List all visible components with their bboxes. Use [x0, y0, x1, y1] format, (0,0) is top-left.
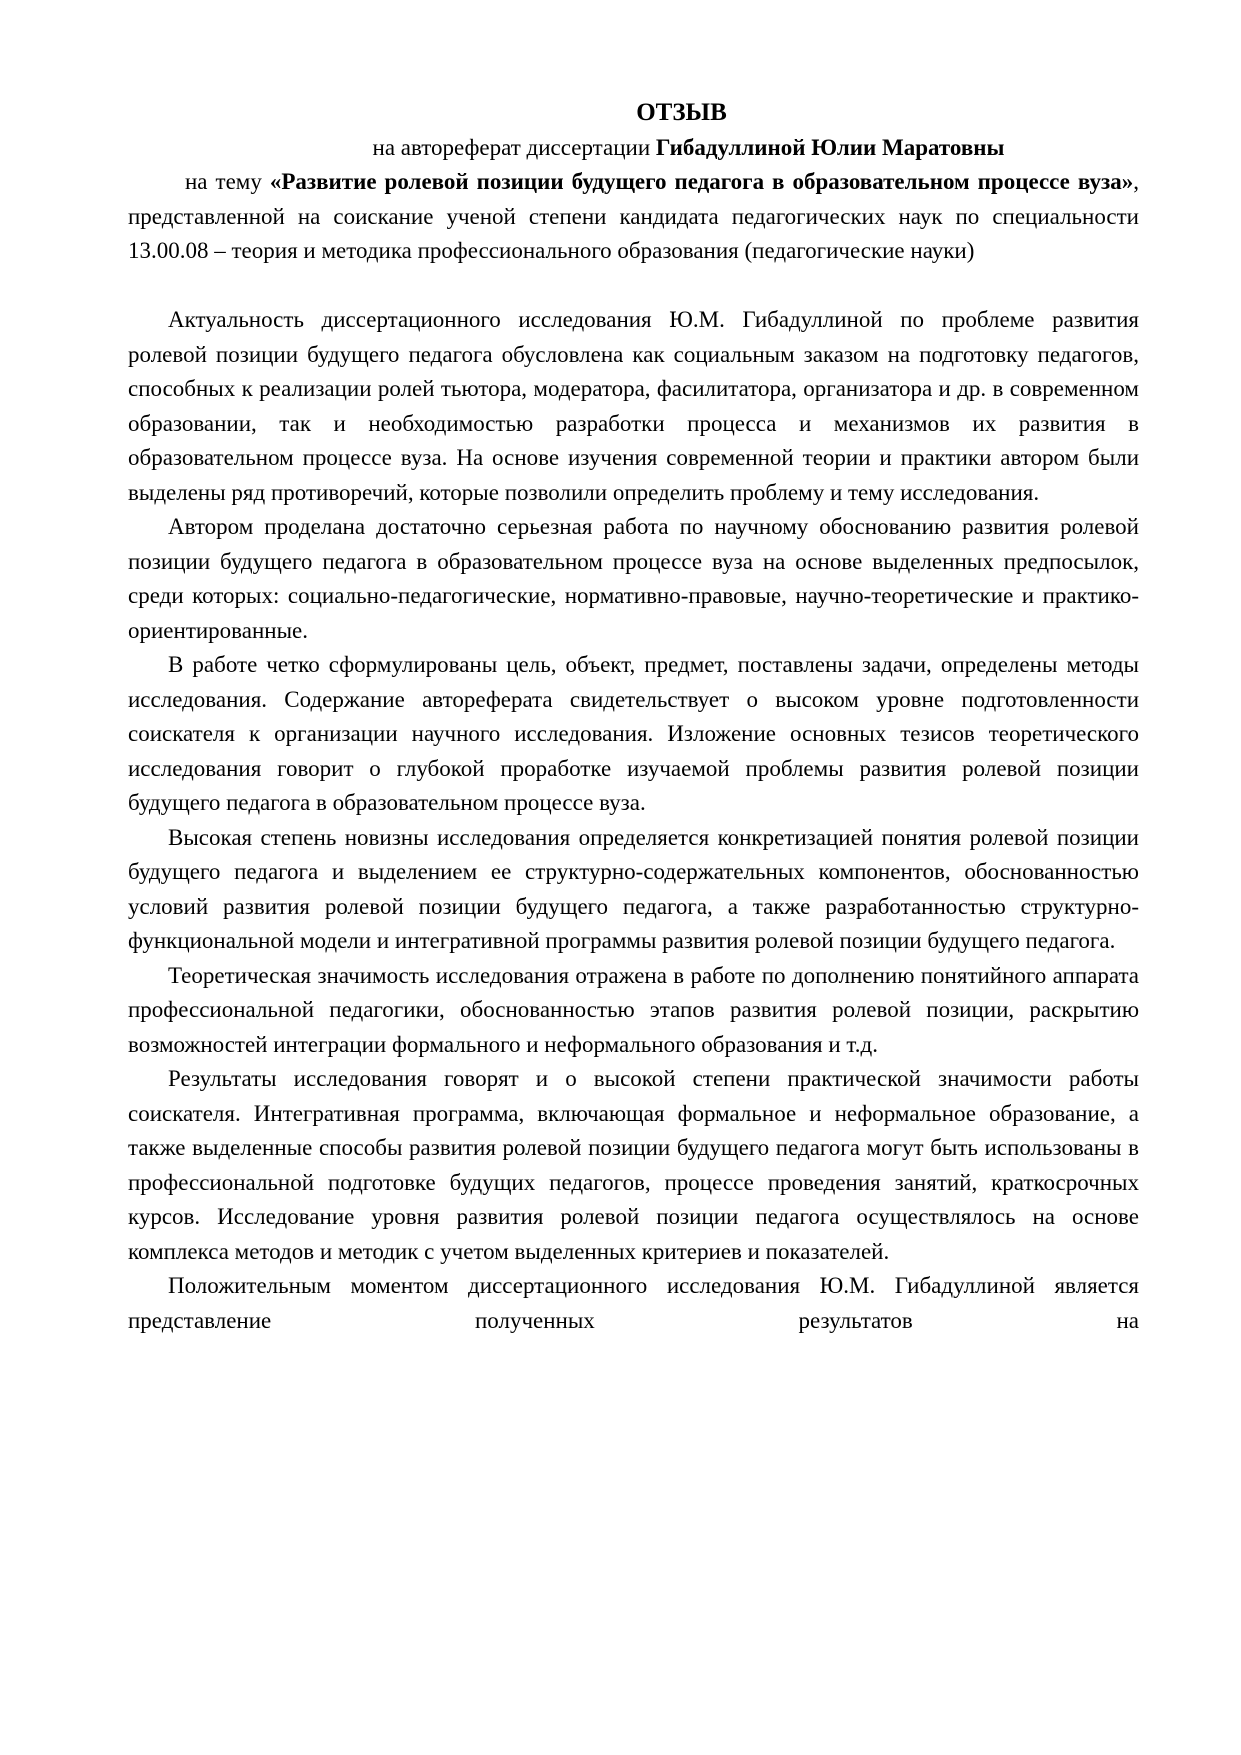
paragraph-practical-significance: Результаты исследования говорят и о высокой степени практической значимости работы соискателя. Интегративная программа, включающая формальное и неформальное образование, а также выделенные способы развития ролевой позиции будущего педагога могут быть использованы в профессиональной подготовке будущих педагогов, процессе проведения занятий, краткосрочных курсов. Исследование уровня развития ролевой позиции педагога осуществлялось на основе комплекса методов и методик с учетом выделенных критериев и показателей.	[128, 1066, 1139, 1264]
dissertation-topic-paragraph	[128, 165, 1139, 269]
paragraph-theoretical-significance: Теоретическая значимость исследования отражена в работе по дополнению понятийного аппарата профессиональной педагогики, обоснованностью этапов развития ролевой позиции, раскрытию возможностей интеграции формального и неформального образования и т.д.	[128, 962, 1139, 1057]
document-subtitle	[128, 131, 1139, 166]
subtitle-author-name: Гибадуллиной Юлии Маратовны	[655, 134, 1005, 160]
blank-line-spacer	[128, 269, 1139, 304]
subtitle-lead-text: на автореферат диссертации	[372, 134, 656, 160]
paragraph-positive-aspect: Положительным моментом диссертационного исследования Ю.М. Гибадуллиной является представление полученных результатов на	[128, 1273, 1139, 1333]
paragraph-author-work: Автором проделана достаточно серьезная работа по научному обоснованию развития ролевой позиции будущего педагога в образовательном процессе вуза на основе выделенных предпосылок, среди которых: социально-педагогические, нормативно-правовые, научно-теоретические и практико-ориентированные.	[128, 514, 1139, 643]
paragraph-goals-and-methods: В работе четко сформулированы цель, объект, предмет, поставлены задачи, определены методы исследования. Содержание автореферата свидетельствует о высоком уровне подготовленности соискателя к организации научного исследования. Изложение основных тезисов теоретического исследования говорит о глубокой проработке изучаемой проблемы развития ролевой позиции будущего педагога в образовательном процессе вуза.	[128, 652, 1139, 815]
document-title: ОТЗЫВ	[636, 99, 727, 126]
topic-title-text: «Развитие ролевой позиции будущего педагога в образовательном процессе вуза»	[269, 169, 1134, 194]
paragraph-relevance: Актуальность диссертационного исследования Ю.М. Гибадуллиной по проблеме развития ролевой позиции будущего педагога обусловлена как социальным заказом на подготовку педагогов, способных к реализации ролей тьютора, модератора, фасилитатора, организатора и др. в современном образовании, так и необходимостью разработки процесса и механизмов их развития в образовательном процессе вуза. На основе изучения современной теории и практики автором были выделены ряд противоречий, которые позволили определить проблему и тему исследования.	[128, 307, 1139, 505]
paragraph-novelty: Высокая степень новизны исследования определяется конкретизацией понятия ролевой позиции будущего педагога и выделением ее структурно-содержательных компонентов, обоснованностью условий развития ролевой позиции будущего педагога, а также разработанностью структурно-функциональной модели и интегративной программы развития ролевой позиции будущего педагога.	[128, 824, 1139, 953]
topic-lead-text: на тему	[185, 169, 270, 194]
topic-degree-text: , представленной на соискание ученой степени кандидата педагогических наук по специальности 13.00.08 – теория и методика профессионального образования (педагогические науки)	[128, 169, 1139, 263]
